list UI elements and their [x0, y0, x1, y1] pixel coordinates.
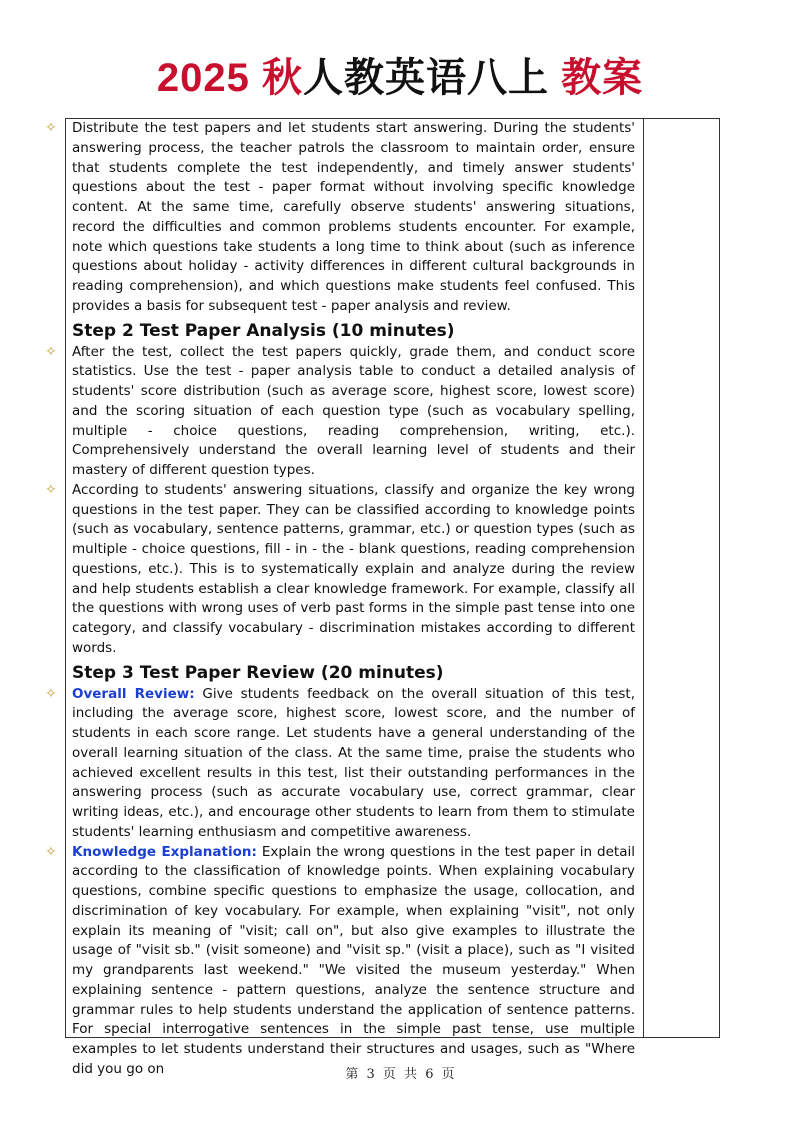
title-year: 2025 — [156, 56, 250, 100]
title-doc-type: 教案 — [561, 56, 644, 100]
step3-heading: Step 3 Test Paper Review (20 minutes) — [72, 662, 444, 683]
four-point-star-outline-icon: ✧ — [45, 343, 57, 360]
table-column-divider — [643, 119, 644, 1037]
paragraph-text: Give students feedback on the overall situation of this test, including the average score, highest score, lowest score, and the number of students in each score range. Let students have a general understanding of the overall learning situation of the class. At the same time, praise the students who achieved excellent results in this test, list their outstanding performances in the answering process (such as accurate vocabulary use, correct grammar, clear writing ideas, etc.), and encourage other students to learn from them to stimulate students' learning enthusiasm and competitive awareness. — [72, 685, 635, 840]
title-season: 秋 — [261, 56, 303, 100]
paragraph-text: Explain the wrong questions in the test paper in detail according to the classification of knowledge points. When explaining vocabulary questions, combine specific questions to emphasize the usage, collocation, and discrimination of key vocabulary. For example, when explaining "visit", not only explain its meaning of "visit; call on", but also give examples to illustrate the usage of "visit sb." (visit someone) and "visit sp." (visit a place), such as "I visited my grandparents last weekend." "We visited the museum yesterday." When explaining sentence - pattern questions, analyze the sentence structure and grammar rules to help students understand the application of sentence patterns. For special interrogative sentences in the simple past tense, use multiple examples to let students understand their structures and usages, such as "Where did you go on — [72, 843, 635, 1077]
paragraph-overall-review — [45, 685, 635, 843]
paragraph-score-statistics — [45, 343, 635, 481]
paragraph-knowledge-explanation — [45, 843, 635, 1080]
page-footer: 第 3 页 共 6 页 — [345, 1067, 455, 1082]
four-point-star-outline-icon: ✧ — [45, 685, 57, 702]
title-subject: 人教英语八上 — [302, 56, 549, 100]
knowledge-explanation-label: Knowledge Explanation: — [72, 843, 257, 860]
paragraph-text: After the test, collect the test papers quickly, grade them, and conduct score statistics. Use the test - paper analysis table to conduct a detailed analysis of students' score distribution (such as average score, highest score, lowest score) and the scoring situation of each question type (such as vocabulary spelling, multiple - choice questions, reading comprehension, writing, etc.). Comprehensively understand the overall learning level of students and their mastery of different question types. — [72, 343, 635, 478]
paragraph-text: Distribute the test papers and let students start answering. During the students' answering process, the teacher patrols the classroom to maintain order, ensure that students complete the test independently, and timely answer students' questions about the test - paper format without involving specific knowledge content. At the same time, carefully observe students' answering situations, record the difficulties and common problems students encounter. For example, note which questions take students a long time to think about (such as inference questions about holiday - activity differences in different cultural backgrounds in reading comprehension), and which questions make students feel confused. This provides a basis for subsequent test - paper analysis and review. — [72, 120, 635, 314]
paragraph-text: According to students' answering situations, classify and organize the key wrong questions in the test paper. They can be classified according to knowledge points (such as vocabulary, sentence patterns, grammar, etc.) or question types (such as multiple - choice questions, fill - in - the - blank questions, reading comprehension questions, etc.). This is to systematically explain and analyze during the review and help students establish a clear knowledge framework. For example, classify all the questions with wrong uses of verb past forms in the simple past tense into one category, and classify vocabulary - discrimination mistakes according to different words. — [72, 481, 635, 656]
overall-review-label: Overall Review: — [72, 685, 195, 702]
paragraph-test-answering — [45, 119, 635, 317]
step2-heading: Step 2 Test Paper Analysis (10 minutes) — [72, 320, 455, 341]
four-point-star-outline-icon: ✧ — [45, 481, 57, 498]
paragraph-classify-wrong-questions — [45, 481, 635, 659]
lesson-content — [45, 119, 635, 1080]
four-point-star-outline-icon: ✧ — [45, 843, 57, 860]
four-point-star-outline-icon: ✧ — [45, 120, 57, 136]
page-title — [0, 52, 800, 104]
